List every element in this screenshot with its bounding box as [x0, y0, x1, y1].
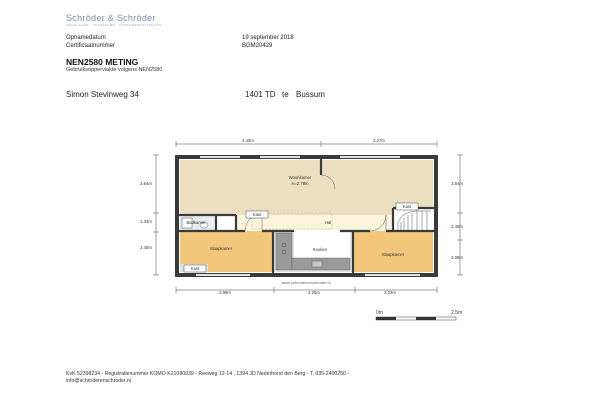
dim-top-right: 3.27m [373, 138, 385, 143]
dimension-lines-left [153, 155, 159, 275]
badkamer-label: Badkamer [186, 220, 206, 225]
dimension-lines-bottom [176, 287, 437, 293]
woonkamer-height-label: H=2.78m [291, 181, 309, 186]
dim-top-left: 4.40m [242, 138, 254, 143]
dim-right-1: 3.64m [451, 181, 463, 186]
dim-bottom-3: 2.23m [384, 290, 396, 295]
scale-end-label: 2.5m [451, 310, 463, 316]
keuken-label: Keuken [312, 247, 328, 252]
opname-value: 19 september 2018 [242, 35, 294, 41]
keuken-floor-fill [294, 231, 350, 258]
document-subtitle: Gebruiksoppervlakte volgens NEN2580 [66, 67, 163, 73]
opname-label: Opnamedatum [66, 35, 106, 41]
dim-left-2: 1.33m [140, 219, 152, 224]
dim-bottom-2: 2.25m [308, 290, 320, 295]
footer-line-1: KvK 52398234 - Registratienummer KOMO K21080939 - Reeweg 12-14 , 1394 JD Nederhorst den Berg - T. 035-2400250 - [66, 371, 350, 377]
dim-left-3: 2.40m [140, 245, 152, 250]
address-connector: te [282, 90, 289, 99]
hal-label: Hal [324, 220, 332, 225]
scale-start-label: 0m [376, 310, 383, 316]
slaapkamer2-label: Slaapkamer [381, 252, 405, 257]
woonkamer-fill [180, 160, 433, 215]
footer-line-2: info@schroderenschroder.nl [66, 378, 131, 384]
woonkamer-label: Woonkamer [288, 175, 312, 180]
certificaat-value: BGM20429 [242, 43, 273, 49]
kast1-label: Kast [252, 212, 262, 217]
dim-right-3: 2.08m [451, 255, 463, 260]
dim-right-2: 2.49m [451, 224, 463, 229]
kast3-label: Kast [190, 266, 200, 271]
scale-bar [376, 317, 456, 320]
address-street: Simon Stevinweg 34 [66, 90, 139, 99]
certificaat-label: Certificaatnummer [66, 43, 116, 49]
address-city: Bussum [296, 90, 325, 99]
watermark: www.schroderenschroder.nl [281, 280, 331, 285]
slaapkamer1-label: Slaapkamer [209, 246, 233, 251]
address-postcode: 1401 TD [245, 90, 276, 99]
dim-bottom-1: 3.96m [219, 290, 231, 295]
company-logo: Schröder & Schröder [66, 13, 156, 23]
dimension-lines-top [176, 141, 437, 147]
document-title: NEN2580 METING [66, 57, 139, 67]
dim-left-1: 3.64m [140, 181, 152, 186]
company-logo-subtext: MAKELAARS · TAXATEURS · VASTGOEDADVISEURS [66, 23, 162, 27]
kast2-label: Kast [402, 204, 412, 209]
